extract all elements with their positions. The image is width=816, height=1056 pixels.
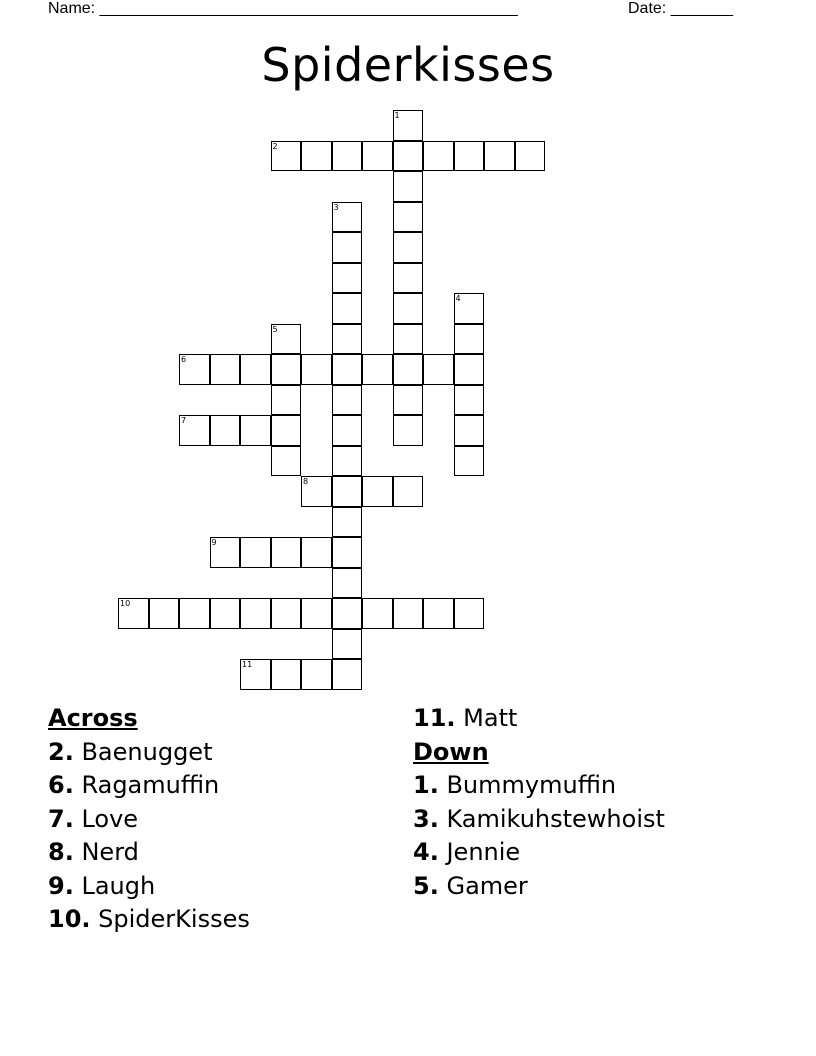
grid-cell[interactable] bbox=[332, 446, 363, 477]
grid-cell[interactable] bbox=[271, 415, 302, 446]
clue-number: 3. bbox=[413, 804, 439, 833]
grid-cell[interactable] bbox=[393, 324, 424, 355]
grid-cell[interactable] bbox=[332, 324, 363, 355]
grid-cell[interactable] bbox=[332, 659, 363, 690]
grid-cell[interactable] bbox=[271, 385, 302, 416]
grid-cell[interactable] bbox=[393, 171, 424, 202]
grid-cell[interactable] bbox=[393, 415, 424, 446]
clue-text: Kamikuhstewhoist bbox=[446, 804, 665, 833]
grid-cell[interactable] bbox=[240, 354, 271, 385]
grid-cell[interactable] bbox=[393, 385, 424, 416]
grid-cell[interactable] bbox=[271, 141, 302, 172]
clue-text: Nerd bbox=[81, 838, 139, 866]
clue-column-left bbox=[48, 702, 250, 937]
grid-cell[interactable] bbox=[454, 324, 485, 355]
grid-cell[interactable] bbox=[393, 202, 424, 233]
grid-cell[interactable] bbox=[240, 415, 271, 446]
clue-text: Love bbox=[81, 804, 139, 833]
grid-cell[interactable] bbox=[393, 263, 424, 294]
clue-number: 2. bbox=[48, 737, 74, 766]
grid-cell[interactable] bbox=[301, 598, 332, 629]
grid-cell[interactable] bbox=[271, 354, 302, 385]
grid-cell[interactable] bbox=[393, 354, 424, 385]
grid-cell[interactable] bbox=[240, 537, 271, 568]
grid-cell[interactable] bbox=[332, 415, 363, 446]
grid-cell[interactable] bbox=[149, 598, 180, 629]
cell-number: 1 bbox=[394, 111, 400, 120]
grid-cell[interactable] bbox=[484, 141, 515, 172]
cell-number: 11 bbox=[242, 660, 253, 669]
across-clue-6 bbox=[48, 769, 250, 803]
grid-cell[interactable] bbox=[271, 537, 302, 568]
grid-cell[interactable] bbox=[179, 354, 210, 385]
cell-number: 2 bbox=[272, 141, 278, 151]
clue-text: SpiderKisses bbox=[98, 905, 250, 933]
grid-cell[interactable] bbox=[454, 598, 485, 629]
grid-cell[interactable] bbox=[332, 232, 363, 263]
grid-cell[interactable] bbox=[454, 354, 485, 385]
clue-text: Matt bbox=[463, 704, 518, 732]
cell-number: 4 bbox=[455, 294, 461, 303]
cell-number: 7 bbox=[181, 416, 187, 425]
down-clue-4 bbox=[413, 836, 665, 870]
clue-text: Baenugget bbox=[81, 737, 213, 766]
grid-cell[interactable] bbox=[179, 415, 210, 446]
down-clue-5 bbox=[413, 870, 665, 904]
date-field-label: Date: _______ bbox=[628, 0, 733, 17]
clue-number: 8. bbox=[48, 838, 74, 866]
grid-cell[interactable] bbox=[210, 415, 241, 446]
clue-number: 7. bbox=[48, 804, 74, 833]
grid-cell[interactable] bbox=[271, 598, 302, 629]
grid-cell[interactable] bbox=[454, 385, 485, 416]
grid-cell[interactable] bbox=[332, 202, 363, 233]
grid-cell[interactable] bbox=[454, 446, 485, 477]
grid-cell[interactable] bbox=[332, 537, 363, 568]
clue-number: 1. bbox=[413, 771, 439, 799]
grid-cell[interactable] bbox=[393, 110, 424, 141]
name-field-label: Name: _______________________________________________ bbox=[48, 0, 518, 17]
grid-cell[interactable] bbox=[271, 446, 302, 477]
grid-cell[interactable] bbox=[332, 568, 363, 599]
cell-number: 9 bbox=[211, 538, 217, 547]
grid-cell[interactable] bbox=[179, 598, 210, 629]
across-clue-7 bbox=[48, 803, 250, 837]
grid-cell[interactable] bbox=[210, 598, 241, 629]
grid-cell[interactable] bbox=[362, 598, 393, 629]
clue-text: Ragamuffin bbox=[81, 771, 220, 799]
grid-cell[interactable] bbox=[332, 385, 363, 416]
grid-cell[interactable] bbox=[423, 354, 454, 385]
across-heading: Across bbox=[48, 704, 138, 732]
grid-cell[interactable] bbox=[423, 598, 454, 629]
clue-text: Gamer bbox=[446, 871, 528, 900]
grid-cell[interactable] bbox=[362, 476, 393, 507]
grid-cell[interactable] bbox=[393, 293, 424, 324]
clue-number: 5. bbox=[413, 871, 439, 900]
grid-cell[interactable] bbox=[454, 415, 485, 446]
across-clue-9 bbox=[48, 870, 250, 904]
grid-cell[interactable] bbox=[332, 598, 363, 629]
cell-number: 3 bbox=[333, 202, 339, 212]
grid-cell[interactable] bbox=[240, 659, 271, 690]
clue-text: Jennie bbox=[446, 838, 521, 866]
grid-cell[interactable] bbox=[332, 354, 363, 385]
grid-cell[interactable] bbox=[240, 598, 271, 629]
grid-cell[interactable] bbox=[301, 476, 332, 507]
grid-cell[interactable] bbox=[210, 537, 241, 568]
clue-text: Laugh bbox=[81, 871, 156, 900]
grid-cell[interactable] bbox=[362, 141, 393, 172]
grid-cell[interactable] bbox=[271, 659, 302, 690]
grid-cell[interactable] bbox=[393, 141, 424, 172]
grid-cell[interactable] bbox=[301, 537, 332, 568]
across-clue-10 bbox=[48, 903, 250, 937]
grid-cell[interactable] bbox=[332, 263, 363, 294]
grid-cell[interactable] bbox=[301, 141, 332, 172]
grid-cell[interactable] bbox=[393, 232, 424, 263]
clue-text: Bummymuffin bbox=[446, 771, 617, 799]
grid-cell[interactable] bbox=[210, 354, 241, 385]
grid-cell[interactable] bbox=[423, 141, 454, 172]
clue-number: 4. bbox=[413, 838, 439, 866]
down-clue-1 bbox=[413, 769, 665, 803]
cell-number: 8 bbox=[303, 477, 309, 486]
puzzle-title: Spiderkisses bbox=[261, 38, 555, 92]
down-heading: Down bbox=[413, 737, 489, 766]
down-clue-3 bbox=[413, 803, 665, 837]
grid-cell[interactable] bbox=[332, 293, 363, 324]
across-clue-2 bbox=[48, 736, 250, 770]
across-clue-8 bbox=[48, 836, 250, 870]
grid-cell[interactable] bbox=[362, 354, 393, 385]
across-clue-11 bbox=[413, 702, 665, 736]
clue-number: 10. bbox=[48, 905, 91, 933]
grid-cell[interactable] bbox=[332, 507, 363, 538]
cell-number: 10 bbox=[120, 599, 131, 608]
grid-cell[interactable] bbox=[332, 629, 363, 660]
grid-cell[interactable] bbox=[271, 324, 302, 355]
clue-number: 6. bbox=[48, 771, 74, 799]
clue-number: 11. bbox=[413, 704, 456, 732]
cell-number: 6 bbox=[181, 355, 187, 364]
grid-cell[interactable] bbox=[515, 141, 546, 172]
cell-number: 5 bbox=[272, 324, 278, 334]
clue-column-right bbox=[413, 702, 665, 903]
grid-cell[interactable] bbox=[301, 354, 332, 385]
grid-cell[interactable] bbox=[454, 141, 485, 172]
clue-number: 9. bbox=[48, 871, 74, 900]
grid-cell[interactable] bbox=[393, 598, 424, 629]
grid-cell[interactable] bbox=[393, 476, 424, 507]
grid-cell[interactable] bbox=[332, 141, 363, 172]
grid-cell[interactable] bbox=[301, 659, 332, 690]
grid-cell[interactable] bbox=[118, 598, 149, 629]
grid-cell[interactable] bbox=[454, 293, 485, 324]
grid-cell[interactable] bbox=[332, 476, 363, 507]
